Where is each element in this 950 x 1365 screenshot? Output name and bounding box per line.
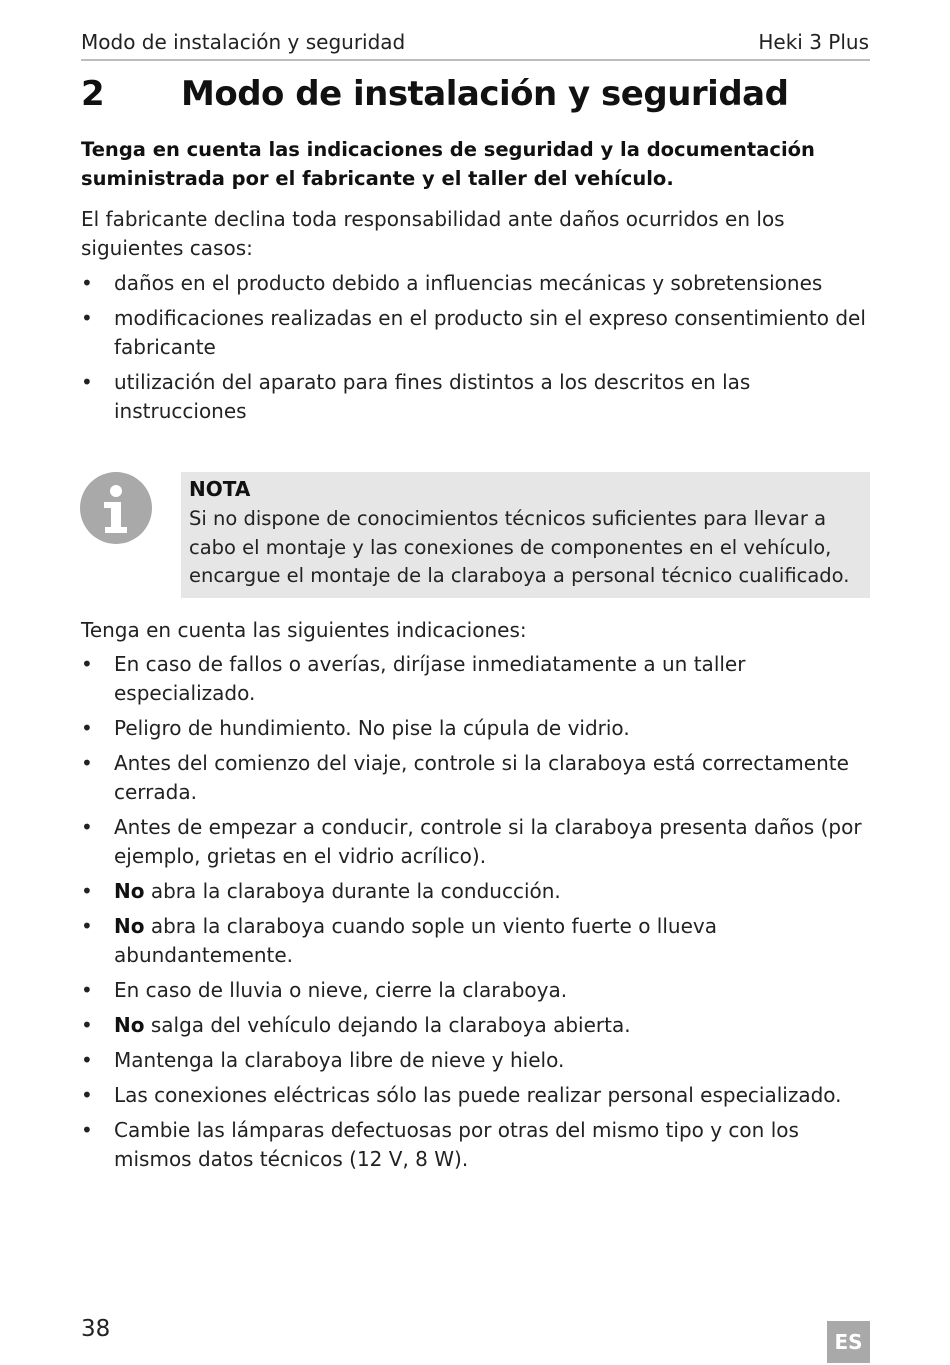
list-item: • No salga del vehículo dejando la claraboya abierta. — [81, 1011, 871, 1040]
list-item: • utilización del aparato para fines distintos a los descritos en las instrucciones — [81, 368, 871, 426]
list-item: • En caso de fallos o averías, diríjase inmediatamente a un taller especializado. — [81, 650, 871, 708]
indications-paragraph: Tenga en cuenta las siguientes indicaciones: — [81, 618, 527, 642]
list-item: • Las conexiones eléctricas sólo las puede realizar personal especializado. — [81, 1081, 871, 1110]
list-item: • Cambie las lámparas defectuosas por otras del mismo tipo y con los mismos datos técnicos (12 V, 8 W). — [81, 1116, 871, 1174]
info-icon — [80, 472, 152, 544]
list-item: • No abra la claraboya cuando sople un viento fuerte o llueva abundantemente. — [81, 912, 871, 970]
list-item: • Mantenga la claraboya libre de nieve y hielo. — [81, 1046, 871, 1075]
running-header-title: Modo de instalación y seguridad — [81, 30, 406, 54]
list-item: • daños en el producto debido a influencias mecánicas y sobretensiones — [81, 269, 871, 298]
note-box — [181, 472, 870, 598]
list-item: • En caso de lluvia o nieve, cierre la claraboya. — [81, 976, 871, 1005]
note-text: Si no dispone de conocimientos técnicos suficientes para llevar a cabo el montaje y las conexiones de componentes en el vehículo, encargue el montaje de la claraboya a personal técnico cualificado. — [189, 507, 850, 587]
language-badge: ES — [827, 1321, 870, 1363]
list-item: • Peligro de hundimiento. No pise la cúpula de vidrio. — [81, 714, 871, 743]
note-title: NOTA — [189, 477, 251, 501]
liability-paragraph: El fabricante declina toda responsabilidad ante daños ocurridos en los siguientes casos: — [81, 207, 785, 260]
chapter-title: Modo de instalación y seguridad — [181, 74, 789, 114]
running-header-product: Heki 3 Plus — [758, 30, 869, 54]
header-divider — [81, 59, 870, 61]
list-item: • Antes de empezar a conducir, controle si la claraboya presenta daños (por ejemplo, grietas en el vidrio acrílico). — [81, 813, 871, 871]
list-item: • Antes del comienzo del viaje, controle si la claraboya está correctamente cerrada. — [81, 749, 871, 807]
list-item: • modificaciones realizadas en el producto sin el expreso consentimiento del fabricante — [81, 304, 871, 362]
intro-bold-paragraph: Tenga en cuenta las indicaciones de seguridad y la documentación suministrada por el fabricante y el taller del vehículo. — [81, 138, 815, 190]
chapter-number: 2 — [81, 74, 105, 114]
list-item: • No abra la claraboya durante la conducción. — [81, 877, 871, 906]
liability-list — [81, 269, 871, 432]
indications-list — [81, 650, 871, 1180]
page-number: 38 — [81, 1316, 111, 1342]
